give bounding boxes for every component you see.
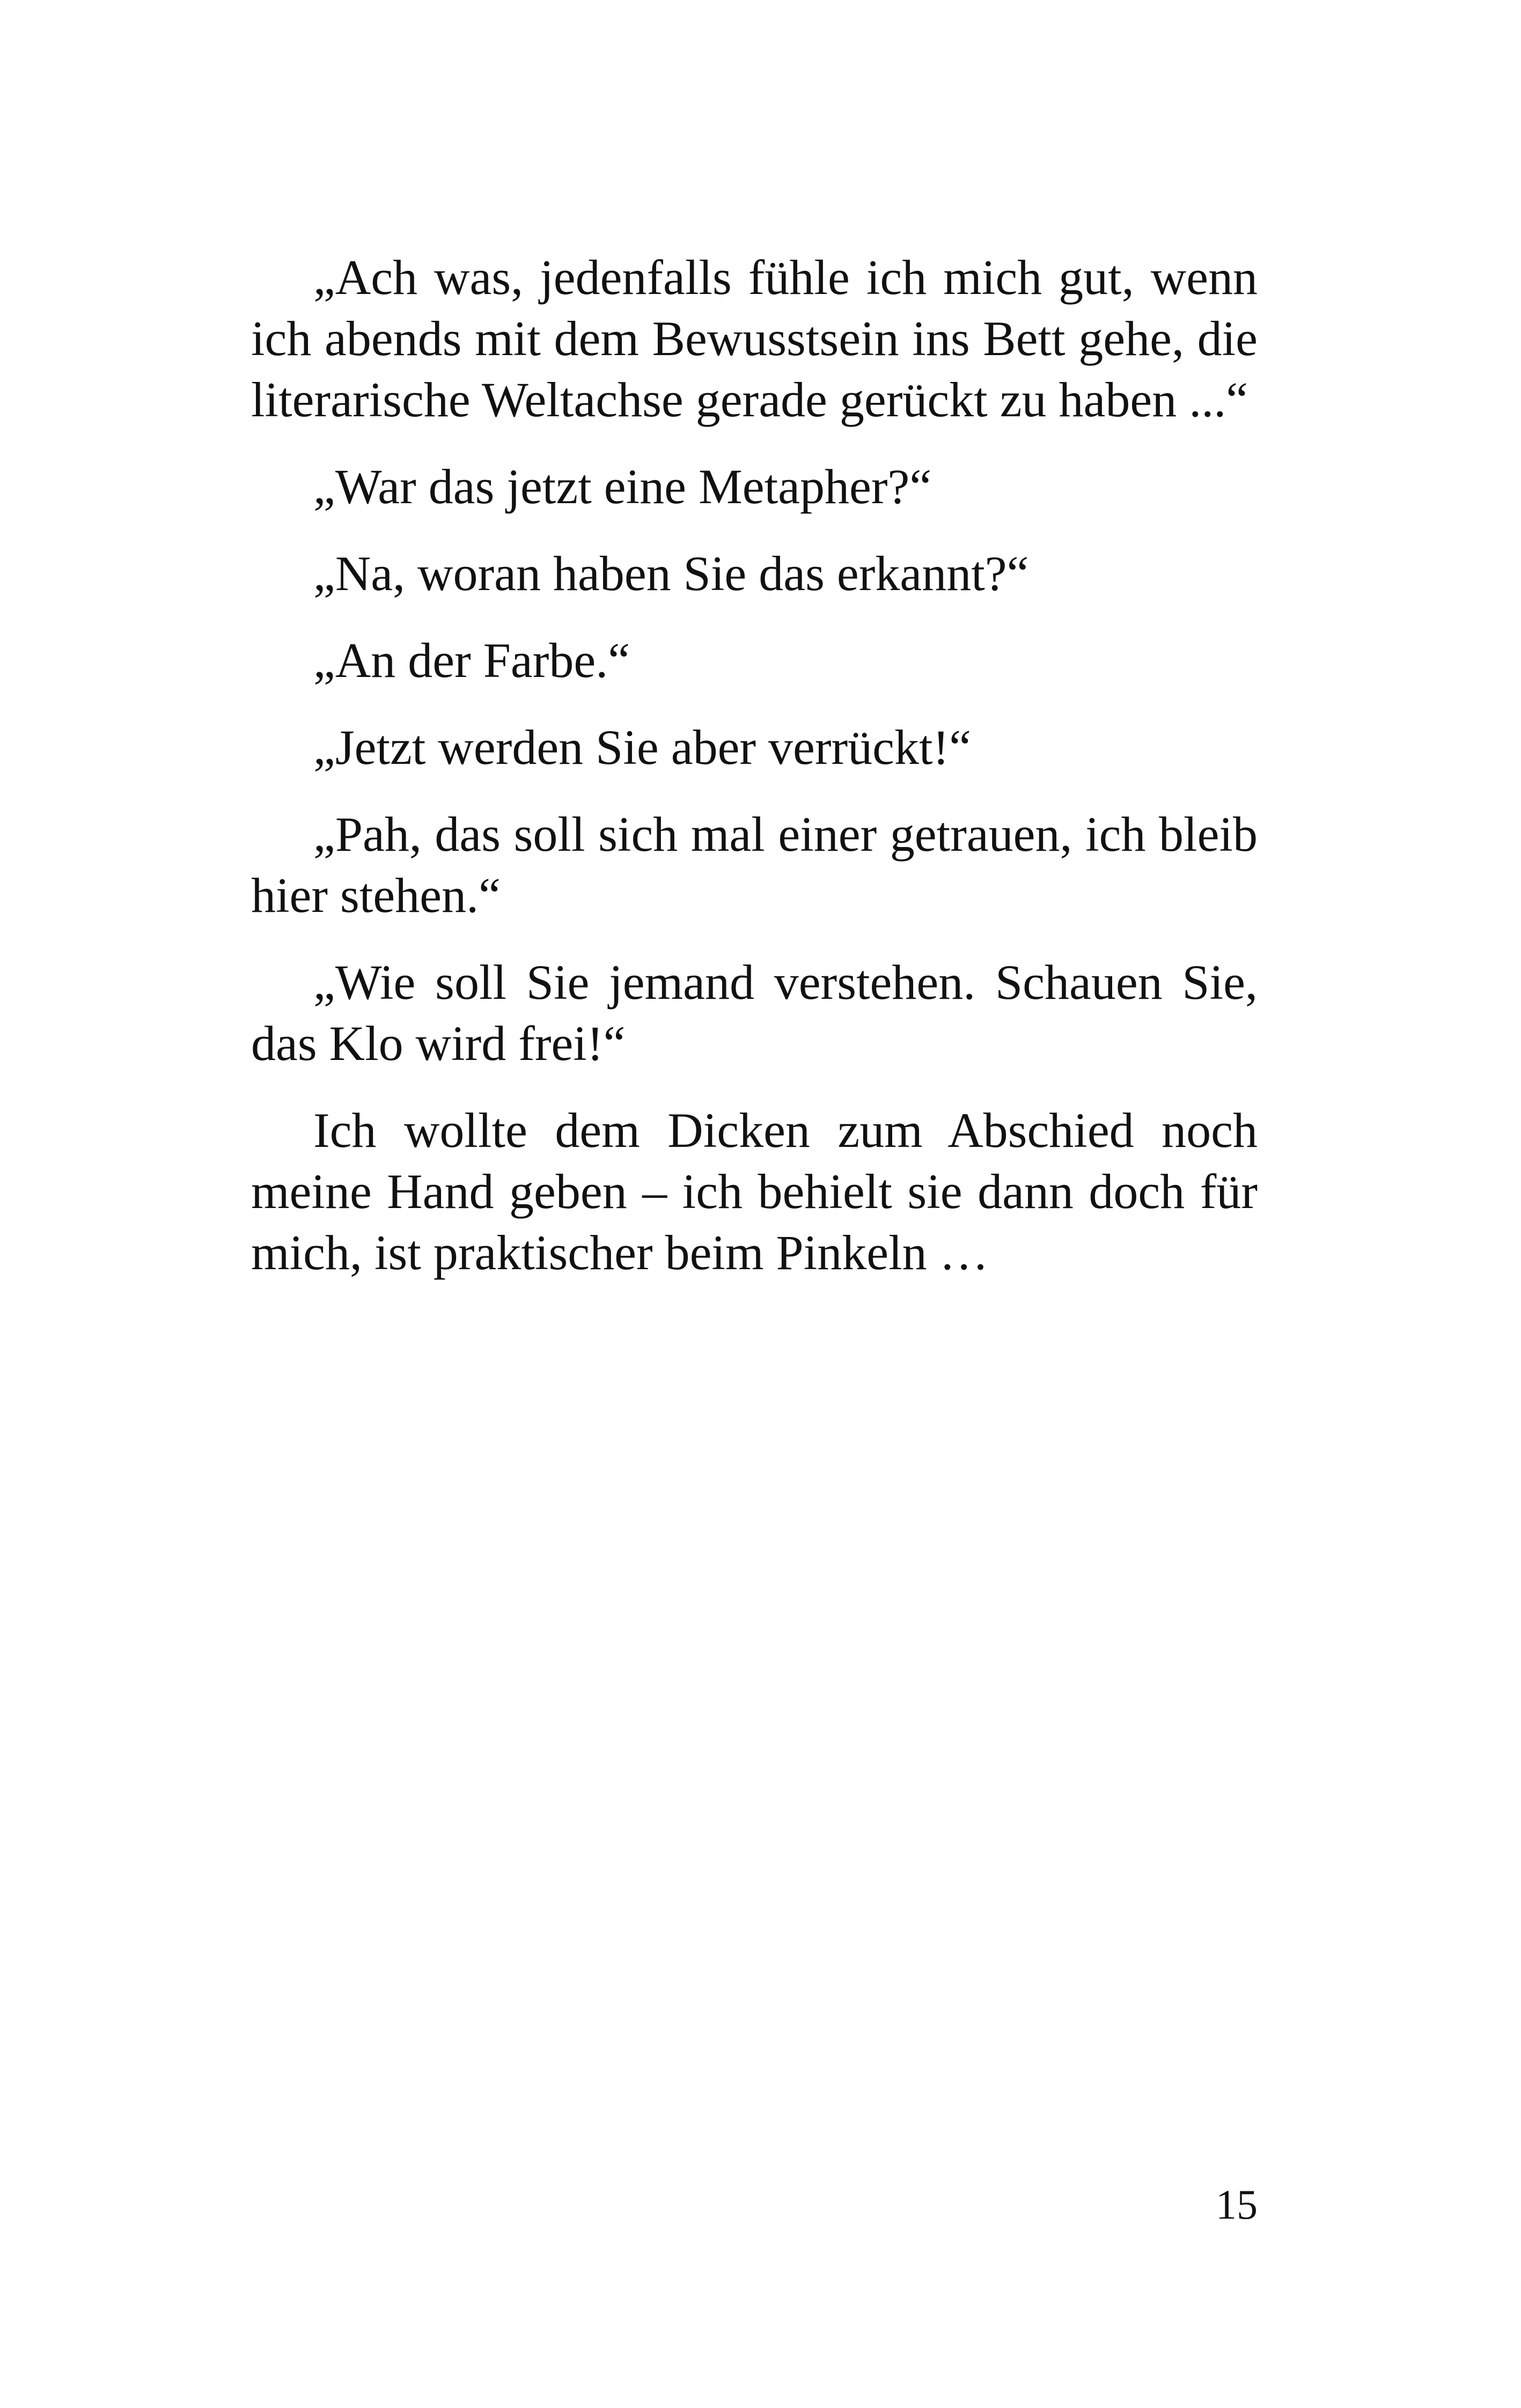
page-number: 15 xyxy=(1216,2181,1258,2228)
paragraph-8: Ich wollte dem Dicken zum Abschied noch meine Hand geben – ich behielt sie dann doch für mich, ist praktischer beim Pinkeln … xyxy=(251,1103,1258,1280)
paragraph-6: „Pah, das soll sich mal einer getrauen, ich bleib hier stehen.“ xyxy=(251,807,1258,923)
paragraph-7: „Wie soll Sie jemand verstehen. Schauen Sie, das Klo wird frei!“ xyxy=(251,955,1258,1071)
paragraph-3: „Na, woran haben Sie das erkannt?“ xyxy=(313,546,1029,601)
paragraph-1: „Ach was, jedenfalls fühle ich mich gut, wenn ich abends mit dem Bewusstsein ins Bett gehe, die literarische Weltachse gerade gerückt zu haben ...“ xyxy=(251,250,1258,427)
paragraph-5: „Jetzt werden Sie aber verrückt!“ xyxy=(313,720,972,775)
body-text xyxy=(251,247,1258,1309)
paragraph-4: „An der Farbe.“ xyxy=(313,633,630,688)
paragraph-2: „War das jetzt eine Metapher?“ xyxy=(313,459,932,514)
